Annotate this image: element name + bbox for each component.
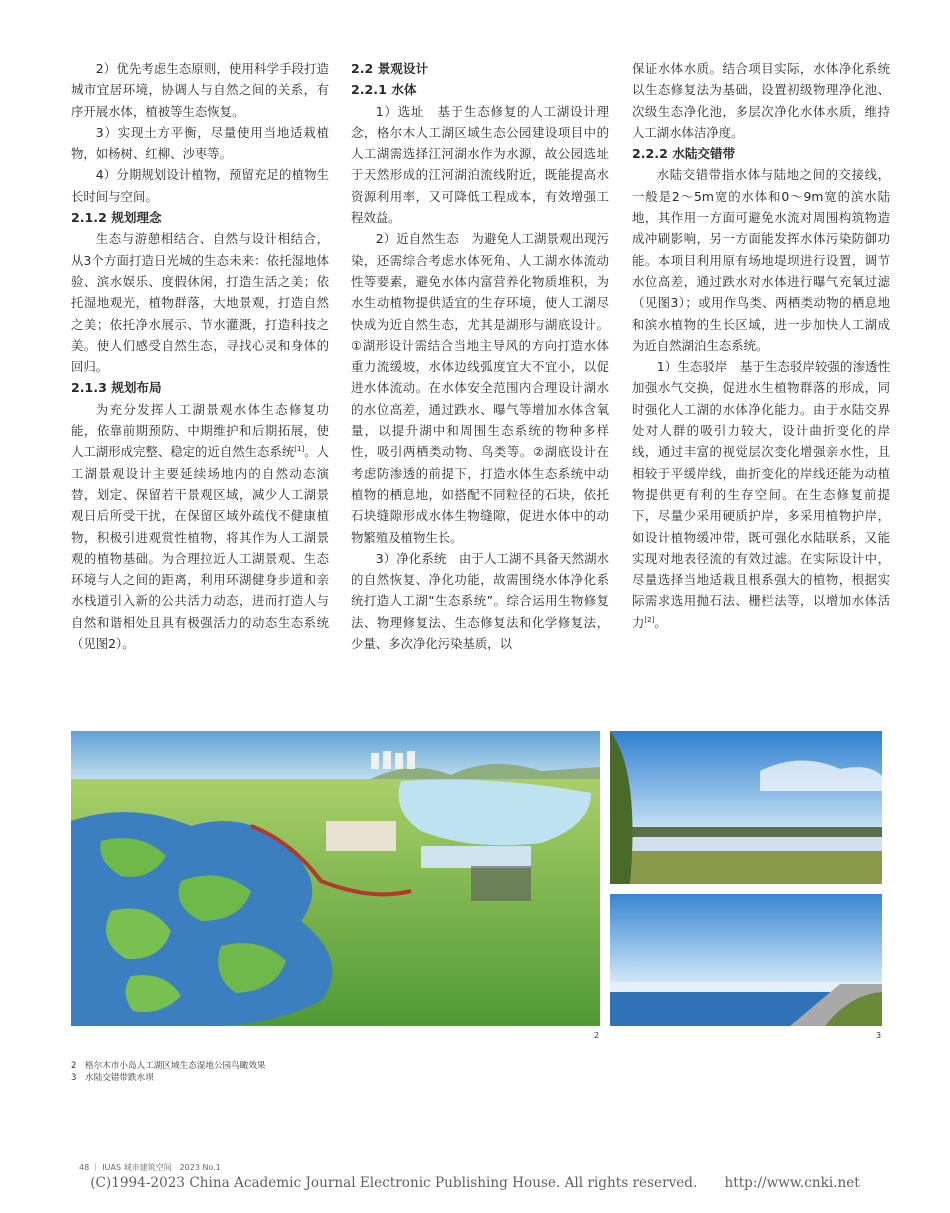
paragraph: 2）优先考虑生态原则，使用科学手段打造城市宜居环境，协调人与自然之间的关系，有序开展水体，植被等生态恢复。 <box>71 61 329 119</box>
paragraph: 3）净化系统 由于人工湖不具备天然湖水的自然恢复、净化功能，故需围绕水体净化系统打造人工湖“生态系统”。综合运用生物修复法、物理修复法、生态修复法和化学修复法，少量、多次净化污染基质，以 <box>351 550 609 652</box>
paragraph: 2）近自然生态 为避免人工湖景观出现污染，还需综合考虑水体死角、人工湖水体流动性等要素，避免水体内富营养化物质堆积，为水生动植物提供适宜的生存环境，使人工湖尽快成为近自然生态，尤其是湖形与湖底设计。①湖形设计需结合当地主导风的方向打造水体重力流缓坡，水体边线弧度宜大不宜小，以促进水体流动。在水体安全范围内合理设计湖水的水位高差，通过跌水、曝气等增加水体含氧量，以提升湖中和周围生态系统的物种多样性，吸引两栖类动物、鸟类等。②湖底设计在考虑防渗透的前提下，打造水体生态系统中动植物的栖息地，如搭配不同粒径的石块，依托石块缝隙形成水体生物缝隙，促进水体中的动物繁殖及植物生长。 <box>351 231 609 545</box>
paragraph: 水陆交错带指水体与陆地之间的交接线，一般是2～5m宽的水体和0～9m宽的滨水陆地，其作用一方面可避免水流对周围构筑物造成冲刷影响，另一方面能发挥水体污染防御功能。本项目利用原有场地堤坝进行设置，调节水位高差，通过跌水对水体进行曝气充氧过滤（见图3）；或用作鸟类、两栖类动物的栖息地和滨水植物的生长区域，进一步加快人工湖成为近自然湖泊生态系统。 <box>632 167 890 353</box>
page-footer: 48 ｜ IUAS 城市建筑空间 2023 No.1 <box>79 1163 221 1172</box>
section-heading: 2.2.1 水体 <box>351 82 417 98</box>
text-column-1 <box>71 58 329 654</box>
section-heading: 2.2 景观设计 <box>351 61 429 76</box>
figure-3-caption: 3 水陆交错带跌水坝 <box>71 1073 154 1083</box>
figure-3-number: 3 <box>876 1031 882 1040</box>
figure-2-caption: 2 格尔木市小岛人工湖区域生态湿地公园鸟瞰效果 <box>71 1061 266 1071</box>
text-column-3 <box>632 58 890 633</box>
citation: [2] <box>644 615 655 624</box>
paragraph: 保证水体水质。结合项目实际，水体净化系统以生态修复法为基础，设置初级物理净化池、次级生态净化池，多层次净化水体水质，维持人工湖水体洁净度。 <box>632 61 890 140</box>
figure-2-aerial-wetland-park <box>71 731 600 1026</box>
copyright-watermark: (C)1994-2023 China Academic Journal Electronic Publishing House. All rights reserved. http://www.cnki.net <box>90 1175 860 1191</box>
figure-3-photo-weir-bottom <box>610 894 882 1026</box>
paragraph: 为充分发挥人工湖景观水体生态修复功能，依靠前期预防、中期维护和后期拓展，使人工湖形成完整、稳定的近自然生态系统[1]。人工湖景观设计主要延续场地内的自然动态演替，划定、保留若干景观区域，减少人工湖景观日后所受干扰，在保留区域外疏伐不健康植物，积极引进观赏性植物，将其作为人工湖景观的植物基础。为合理拉近人工湖景观、生态环境与人之间的距离，利用环湖健身步道和亲水栈道引入新的公共活力动态，进而打造人与自然和谐相处且具有极强活力的动态生态系统（见图2）。 <box>71 401 330 652</box>
paragraph: 4）分期规划设计植物，预留充足的植物生长时间与空间。 <box>71 167 329 204</box>
paragraph: 生态与游憩相结合、自然与设计相结合，从3个方面打造日光城的生态未来：依托湿地体验、滨水娱乐、度假休闲，打造生活之美；依托湿地观光，植物群落，大地景观，打造自然之美；依托净水展示、节水灌溉，打造科技之美。使人们感受自然生态，寻找心灵和身体的回归。 <box>71 231 329 375</box>
paragraph: 3）实现土方平衡，尽量使用当地适栽植物，如杨树、红柳、沙枣等。 <box>71 124 329 162</box>
paragraph: 1）选址 基于生态修复的人工湖设计理念，格尔木人工湖区域生态公园建设项目中的人工湖需选择江河湖水作为水源，故公园选址于天然形成的江河湖泊流线附近，既能提高水资源利用率，又可降低工程成本，有效增强工程效益。 <box>351 103 609 226</box>
figure-2-number: 2 <box>594 1031 600 1040</box>
section-heading: 2.1.3 规划布局 <box>71 380 162 396</box>
citation: [1] <box>294 445 305 454</box>
paragraph: 1）生态驳岸 基于生态驳岸较强的渗透性加强水气交换，促进水生植物群落的形成，同时强化人工湖的水体净化能力。由于水陆交界处对人群的吸引力较大，设计曲折变化的岸线，通过丰富的视觉层次变化增强亲水性，且相较于平缓岸线，曲折变化的岸线还能为动植物提供更有利的生存空间。在生态修复前提下，尽量少采用硬质护岸，多采用植物护岸，如设计植物缓冲带，既可强化水陆联系，又能实现对地表径流的有效过滤。在实际设计中，尽量选择当地适栽且根系强大的植物，根据实际需求选用抛石法、栅栏法等，以增加水体活力[2]。 <box>632 359 890 630</box>
section-heading: 2.2.2 水陆交错带 <box>632 146 736 162</box>
section-heading: 2.1.2 规划理念 <box>71 210 162 226</box>
text-column-2 <box>351 58 609 654</box>
figure-3-photo-weir-top <box>610 731 882 884</box>
